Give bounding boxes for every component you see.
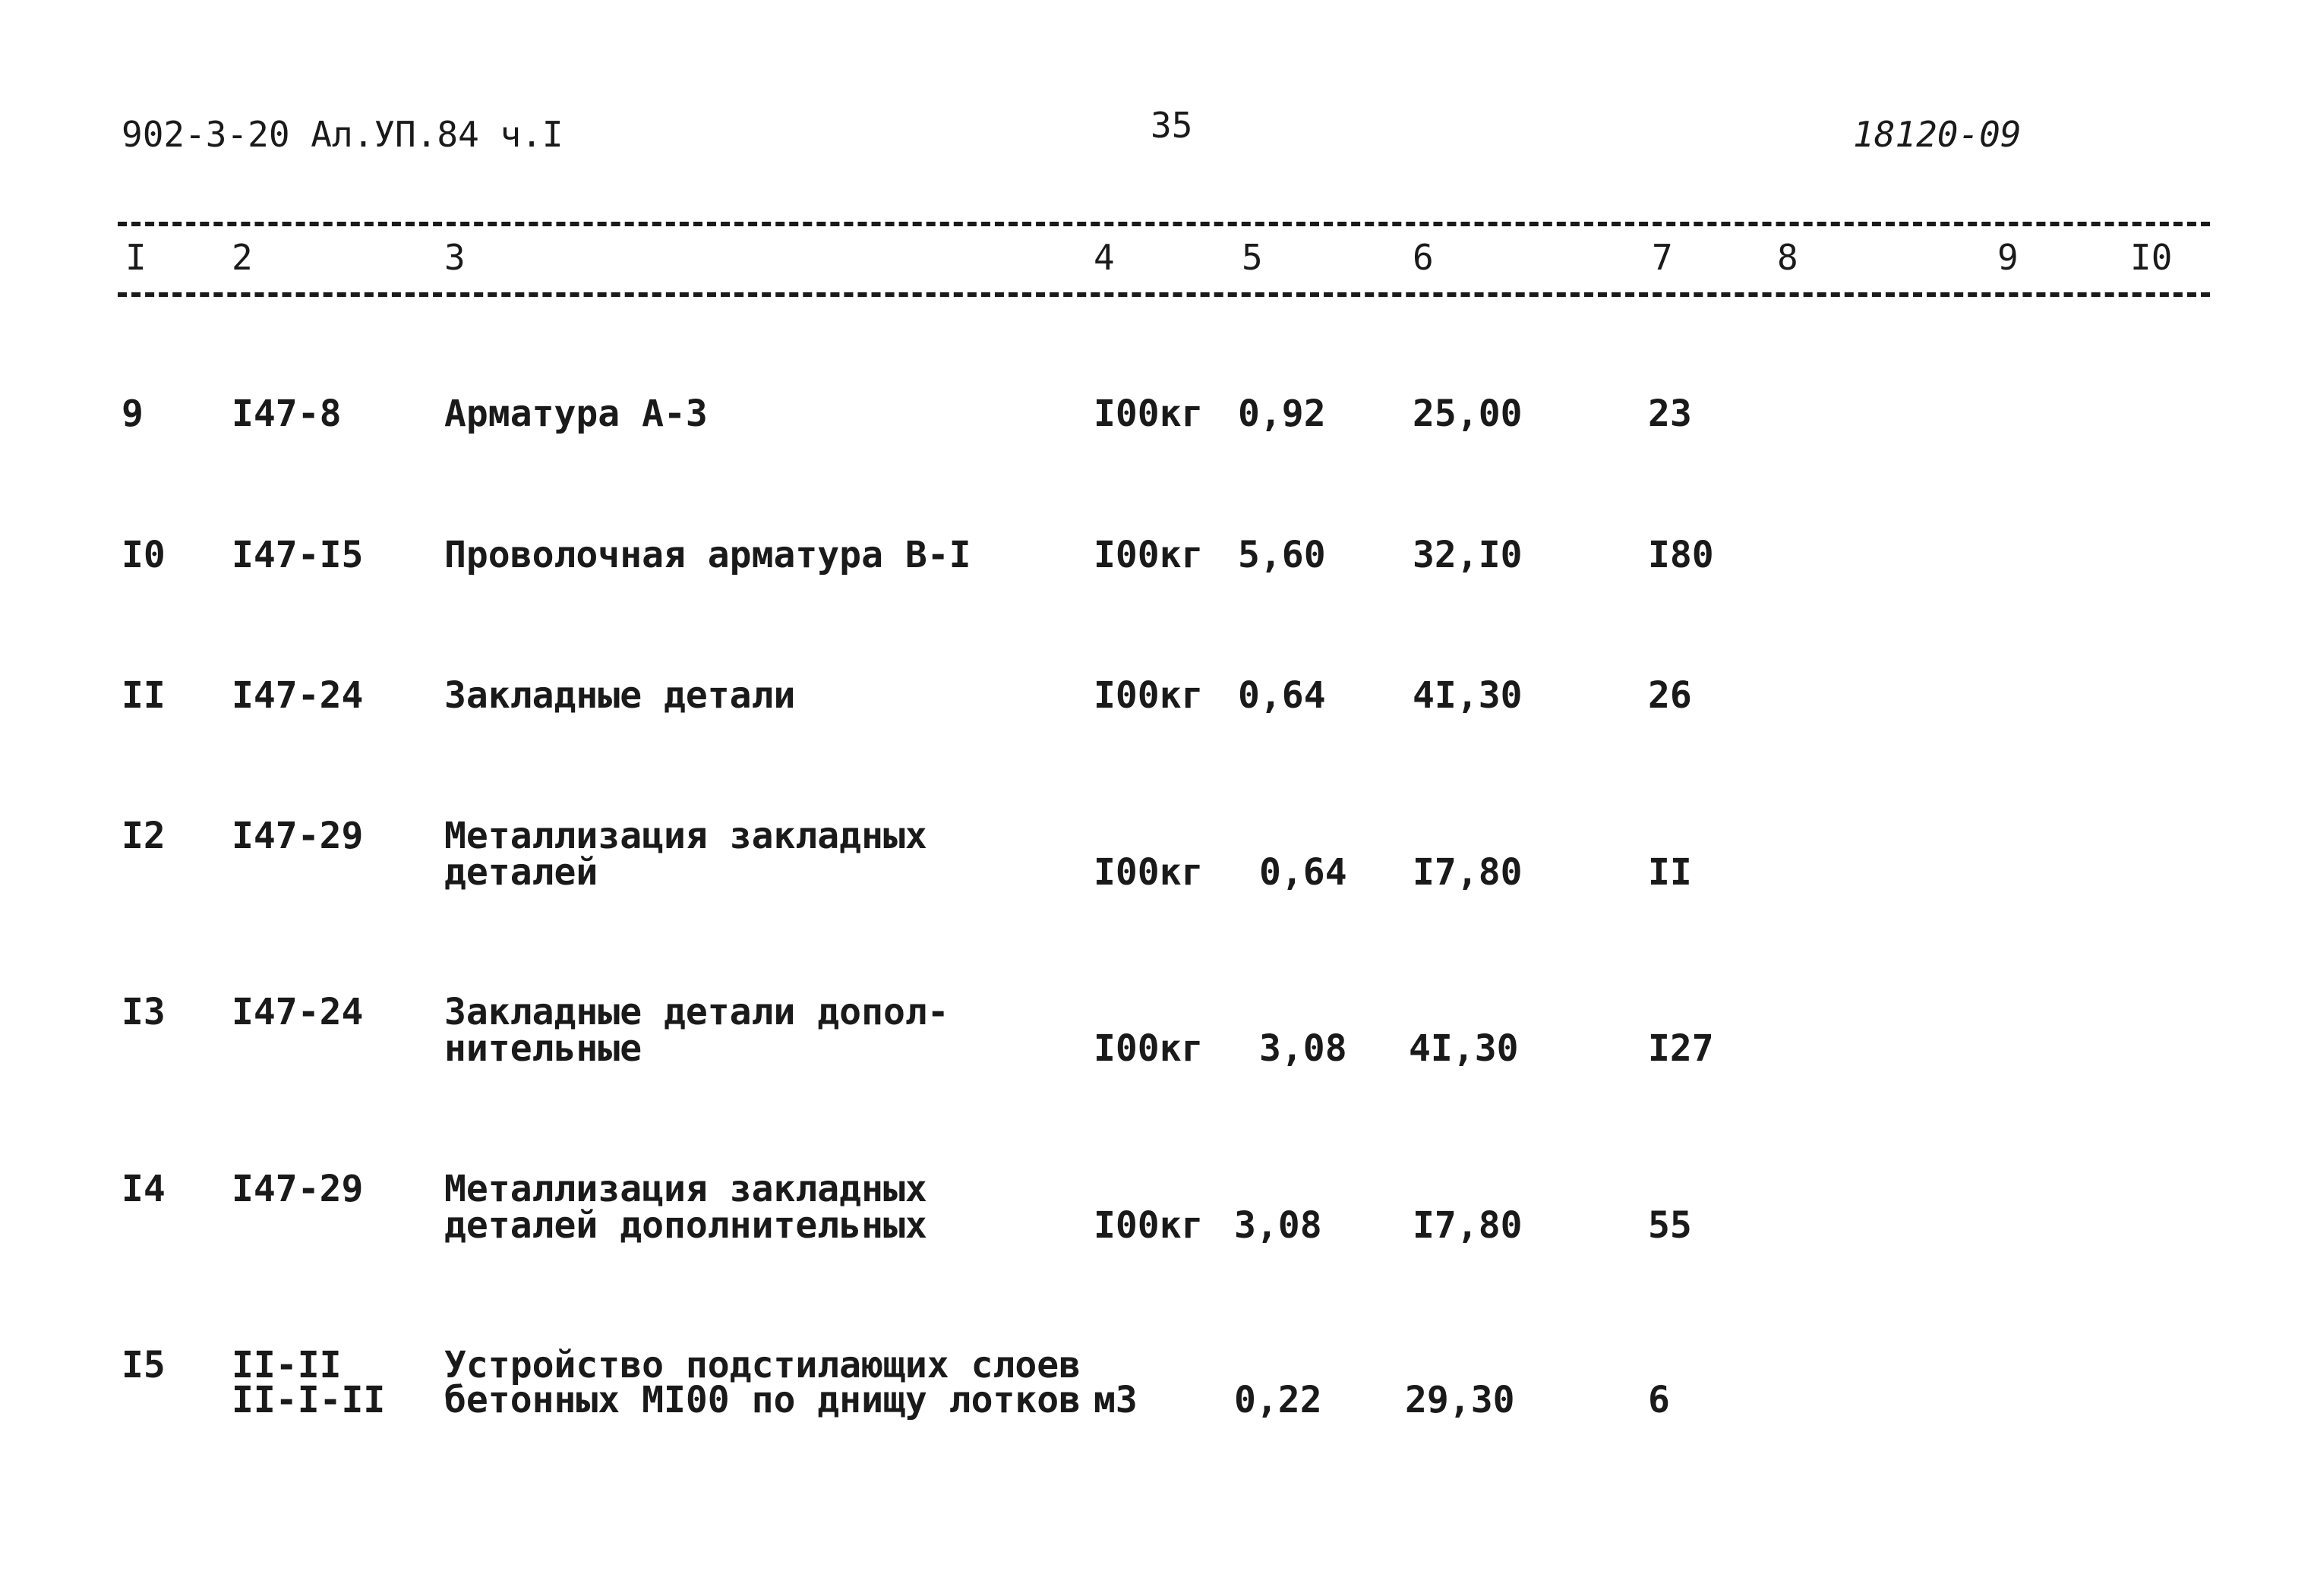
header-top-rule bbox=[118, 222, 2210, 226]
row-unit-price: 4I,30 bbox=[1413, 674, 1523, 717]
row-code-continued: II-I-II bbox=[232, 1379, 386, 1421]
row-name: Металлизация закладных bbox=[444, 815, 927, 857]
column-number: 3 bbox=[444, 237, 466, 278]
row-number: II bbox=[122, 674, 166, 717]
page-number: 35 bbox=[1151, 105, 1193, 146]
row-name: Металлизация закладных bbox=[444, 1168, 927, 1210]
row-cost: II bbox=[1648, 851, 1692, 894]
row-unit: I00кг bbox=[1094, 674, 1204, 717]
table-row bbox=[0, 815, 2314, 925]
row-code: II-II bbox=[232, 1344, 342, 1386]
column-number: 8 bbox=[1777, 237, 1798, 278]
row-quantity: 3,08 bbox=[1234, 1204, 1322, 1247]
archive-stamp: 18120-09 bbox=[1853, 114, 2022, 155]
row-number: I0 bbox=[122, 534, 166, 576]
row-number: 9 bbox=[122, 393, 144, 435]
row-quantity: 5,60 bbox=[1238, 534, 1326, 576]
document-code: 902-3-20 Ал.УП.84 ч.I bbox=[122, 114, 564, 155]
row-unit: м3 bbox=[1094, 1379, 1138, 1421]
row-unit-price: I7,80 bbox=[1413, 1204, 1523, 1247]
row-name: Устройство подстилающих слоев bbox=[444, 1344, 1081, 1386]
row-number: I5 bbox=[122, 1344, 166, 1386]
row-quantity: 0,92 bbox=[1238, 393, 1326, 435]
row-unit-price: I7,80 bbox=[1413, 851, 1523, 894]
row-code: I47-8 bbox=[232, 393, 342, 435]
column-number: 7 bbox=[1652, 237, 1673, 278]
row-cost: I80 bbox=[1648, 534, 1714, 576]
row-name: Закладные детали bbox=[444, 674, 796, 717]
column-number: 6 bbox=[1413, 237, 1434, 278]
row-unit: I00кг bbox=[1094, 534, 1204, 576]
row-cost: 55 bbox=[1648, 1204, 1692, 1247]
row-quantity: 0,64 bbox=[1238, 674, 1326, 717]
row-name-continued: бетонных МI00 по днищу лотков bbox=[444, 1379, 1081, 1421]
row-cost: 26 bbox=[1648, 674, 1692, 717]
table-row bbox=[0, 1344, 2314, 1454]
row-quantity: 0,64 bbox=[1259, 851, 1347, 894]
column-number: 9 bbox=[1997, 237, 2019, 278]
row-name: Закладные детали допол- bbox=[444, 991, 949, 1033]
table-row bbox=[0, 991, 2314, 1101]
row-name: Арматура А-3 bbox=[444, 393, 708, 435]
row-unit: I00кг bbox=[1094, 851, 1204, 894]
column-number: 4 bbox=[1094, 237, 1115, 278]
row-number: I4 bbox=[122, 1168, 166, 1210]
row-code: I47-29 bbox=[232, 1168, 364, 1210]
row-number: I2 bbox=[122, 815, 166, 857]
row-unit-price: 32,I0 bbox=[1413, 534, 1523, 576]
row-cost: 23 bbox=[1648, 393, 1692, 435]
row-cost: 6 bbox=[1648, 1379, 1670, 1421]
row-unit: I00кг bbox=[1094, 393, 1204, 435]
table-row bbox=[0, 534, 2314, 644]
column-number: I0 bbox=[2130, 237, 2173, 278]
row-quantity: 0,22 bbox=[1234, 1379, 1322, 1421]
table-row bbox=[0, 1168, 2314, 1278]
table-row bbox=[0, 393, 2314, 503]
column-number: 5 bbox=[1242, 237, 1263, 278]
row-unit-price: 4I,30 bbox=[1409, 1027, 1519, 1070]
row-code: I47-24 bbox=[232, 991, 364, 1033]
row-name-continued: деталей дополнительных bbox=[444, 1204, 927, 1247]
row-unit: I00кг bbox=[1094, 1204, 1204, 1247]
header-bottom-rule bbox=[118, 292, 2210, 297]
row-cost: I27 bbox=[1648, 1027, 1714, 1070]
table-row bbox=[0, 674, 2314, 784]
row-name-continued: нительные bbox=[444, 1027, 642, 1070]
column-number: 2 bbox=[232, 237, 253, 278]
row-name-continued: деталей bbox=[444, 851, 598, 894]
row-name: Проволочная арматура В-I bbox=[444, 534, 971, 576]
row-unit-price: 29,30 bbox=[1405, 1379, 1515, 1421]
row-unit-price: 25,00 bbox=[1413, 393, 1523, 435]
row-unit: I00кг bbox=[1094, 1027, 1204, 1070]
row-code: I47-29 bbox=[232, 815, 364, 857]
column-number: I bbox=[125, 237, 147, 278]
row-quantity: 3,08 bbox=[1259, 1027, 1347, 1070]
row-code: I47-I5 bbox=[232, 534, 364, 576]
row-code: I47-24 bbox=[232, 674, 364, 717]
row-number: I3 bbox=[122, 991, 166, 1033]
